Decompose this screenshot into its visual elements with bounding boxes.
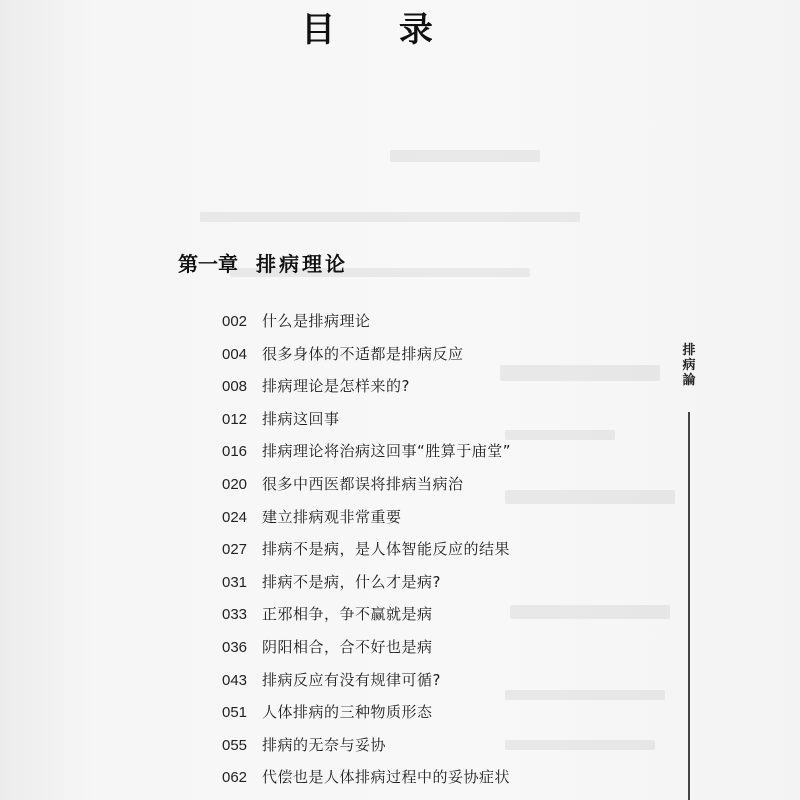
toc-entry-title: 排病这回事	[262, 409, 340, 428]
chapter-heading	[178, 248, 348, 277]
toc-entry-title: 什么是排病理论	[262, 312, 371, 330]
toc-page-number: 004	[222, 345, 248, 363]
toc-entry-title: 排病的无奈与妥协	[262, 735, 387, 754]
bleed-through-line	[390, 150, 540, 162]
toc-entry[interactable]	[222, 503, 511, 536]
toc-entry[interactable]	[222, 405, 511, 438]
toc-page-number: 051	[222, 704, 248, 722]
bleed-through-line	[505, 490, 675, 504]
toc-entry[interactable]	[222, 372, 511, 405]
toc-page-number: 031	[222, 573, 248, 591]
toc-entry-title: 排病不是病，是人体智能反应的结果	[262, 540, 511, 559]
toc-entry[interactable]	[222, 470, 511, 503]
bleed-through-line	[500, 365, 660, 381]
toc-page-number: 008	[222, 378, 248, 396]
toc-entry-title: 代偿也是人体排病过程中的妥协症状	[262, 768, 511, 787]
toc-entry-title: 很多中西医都误将排病当病治	[262, 474, 464, 493]
toc-entry[interactable]	[222, 763, 511, 796]
toc-page-number: 055	[222, 736, 248, 754]
toc-entry[interactable]	[222, 698, 511, 731]
toc-entry-title: 排病理论将治病这回事“胜算于庙堂”	[262, 442, 512, 461]
bleed-through-line	[510, 605, 670, 619]
toc-page-number: 027	[222, 541, 248, 559]
toc-entry-title: 建立排病观非常重要	[262, 507, 402, 526]
running-book-title: 排病論	[682, 343, 696, 388]
toc-entry-title: 阴阳相合，合不好也是病	[262, 637, 433, 656]
toc-entry[interactable]	[222, 633, 511, 666]
bleed-through-line	[505, 690, 665, 700]
toc-entry[interactable]	[222, 600, 511, 633]
toc-entry-title: 很多身体的不适都是排病反应	[262, 344, 464, 363]
toc-page-number: 024	[222, 508, 248, 526]
bleed-through-line	[200, 212, 580, 222]
chapter-name: 排病理论	[256, 252, 348, 276]
page-title: 目 录	[301, 10, 459, 50]
toc-page-number: 062	[222, 769, 248, 787]
toc-entry-title: 排病不是病，什么才是病?	[262, 572, 441, 591]
toc-entry-title: 正邪相争，争不赢就是病	[262, 605, 433, 624]
toc-entry[interactable]	[222, 307, 511, 340]
toc-page-number: 036	[222, 638, 248, 656]
table-of-contents	[222, 307, 511, 796]
toc-page-number: 020	[222, 475, 248, 493]
toc-page-number: 043	[222, 671, 248, 689]
toc-page-number: 016	[222, 443, 248, 461]
toc-entry[interactable]	[222, 666, 511, 699]
chapter-number: 第一章	[178, 252, 238, 276]
bleed-through-line	[505, 740, 655, 750]
toc-entry-title: 人体排病的三种物质形态	[262, 703, 433, 722]
toc-entry-title: 排病反应有没有规律可循?	[262, 670, 441, 689]
toc-entry[interactable]	[222, 340, 511, 373]
toc-page-number: 033	[222, 606, 248, 624]
toc-entry[interactable]	[222, 437, 511, 470]
toc-page-number: 012	[222, 410, 248, 428]
toc-entry[interactable]	[222, 731, 511, 764]
bleed-through-line	[505, 430, 615, 440]
toc-page-number: 002	[222, 313, 248, 330]
margin-rule	[688, 412, 690, 800]
toc-entry[interactable]	[222, 535, 511, 568]
toc-entry-title: 排病理论是怎样来的?	[262, 377, 410, 396]
toc-entry[interactable]	[222, 568, 511, 601]
